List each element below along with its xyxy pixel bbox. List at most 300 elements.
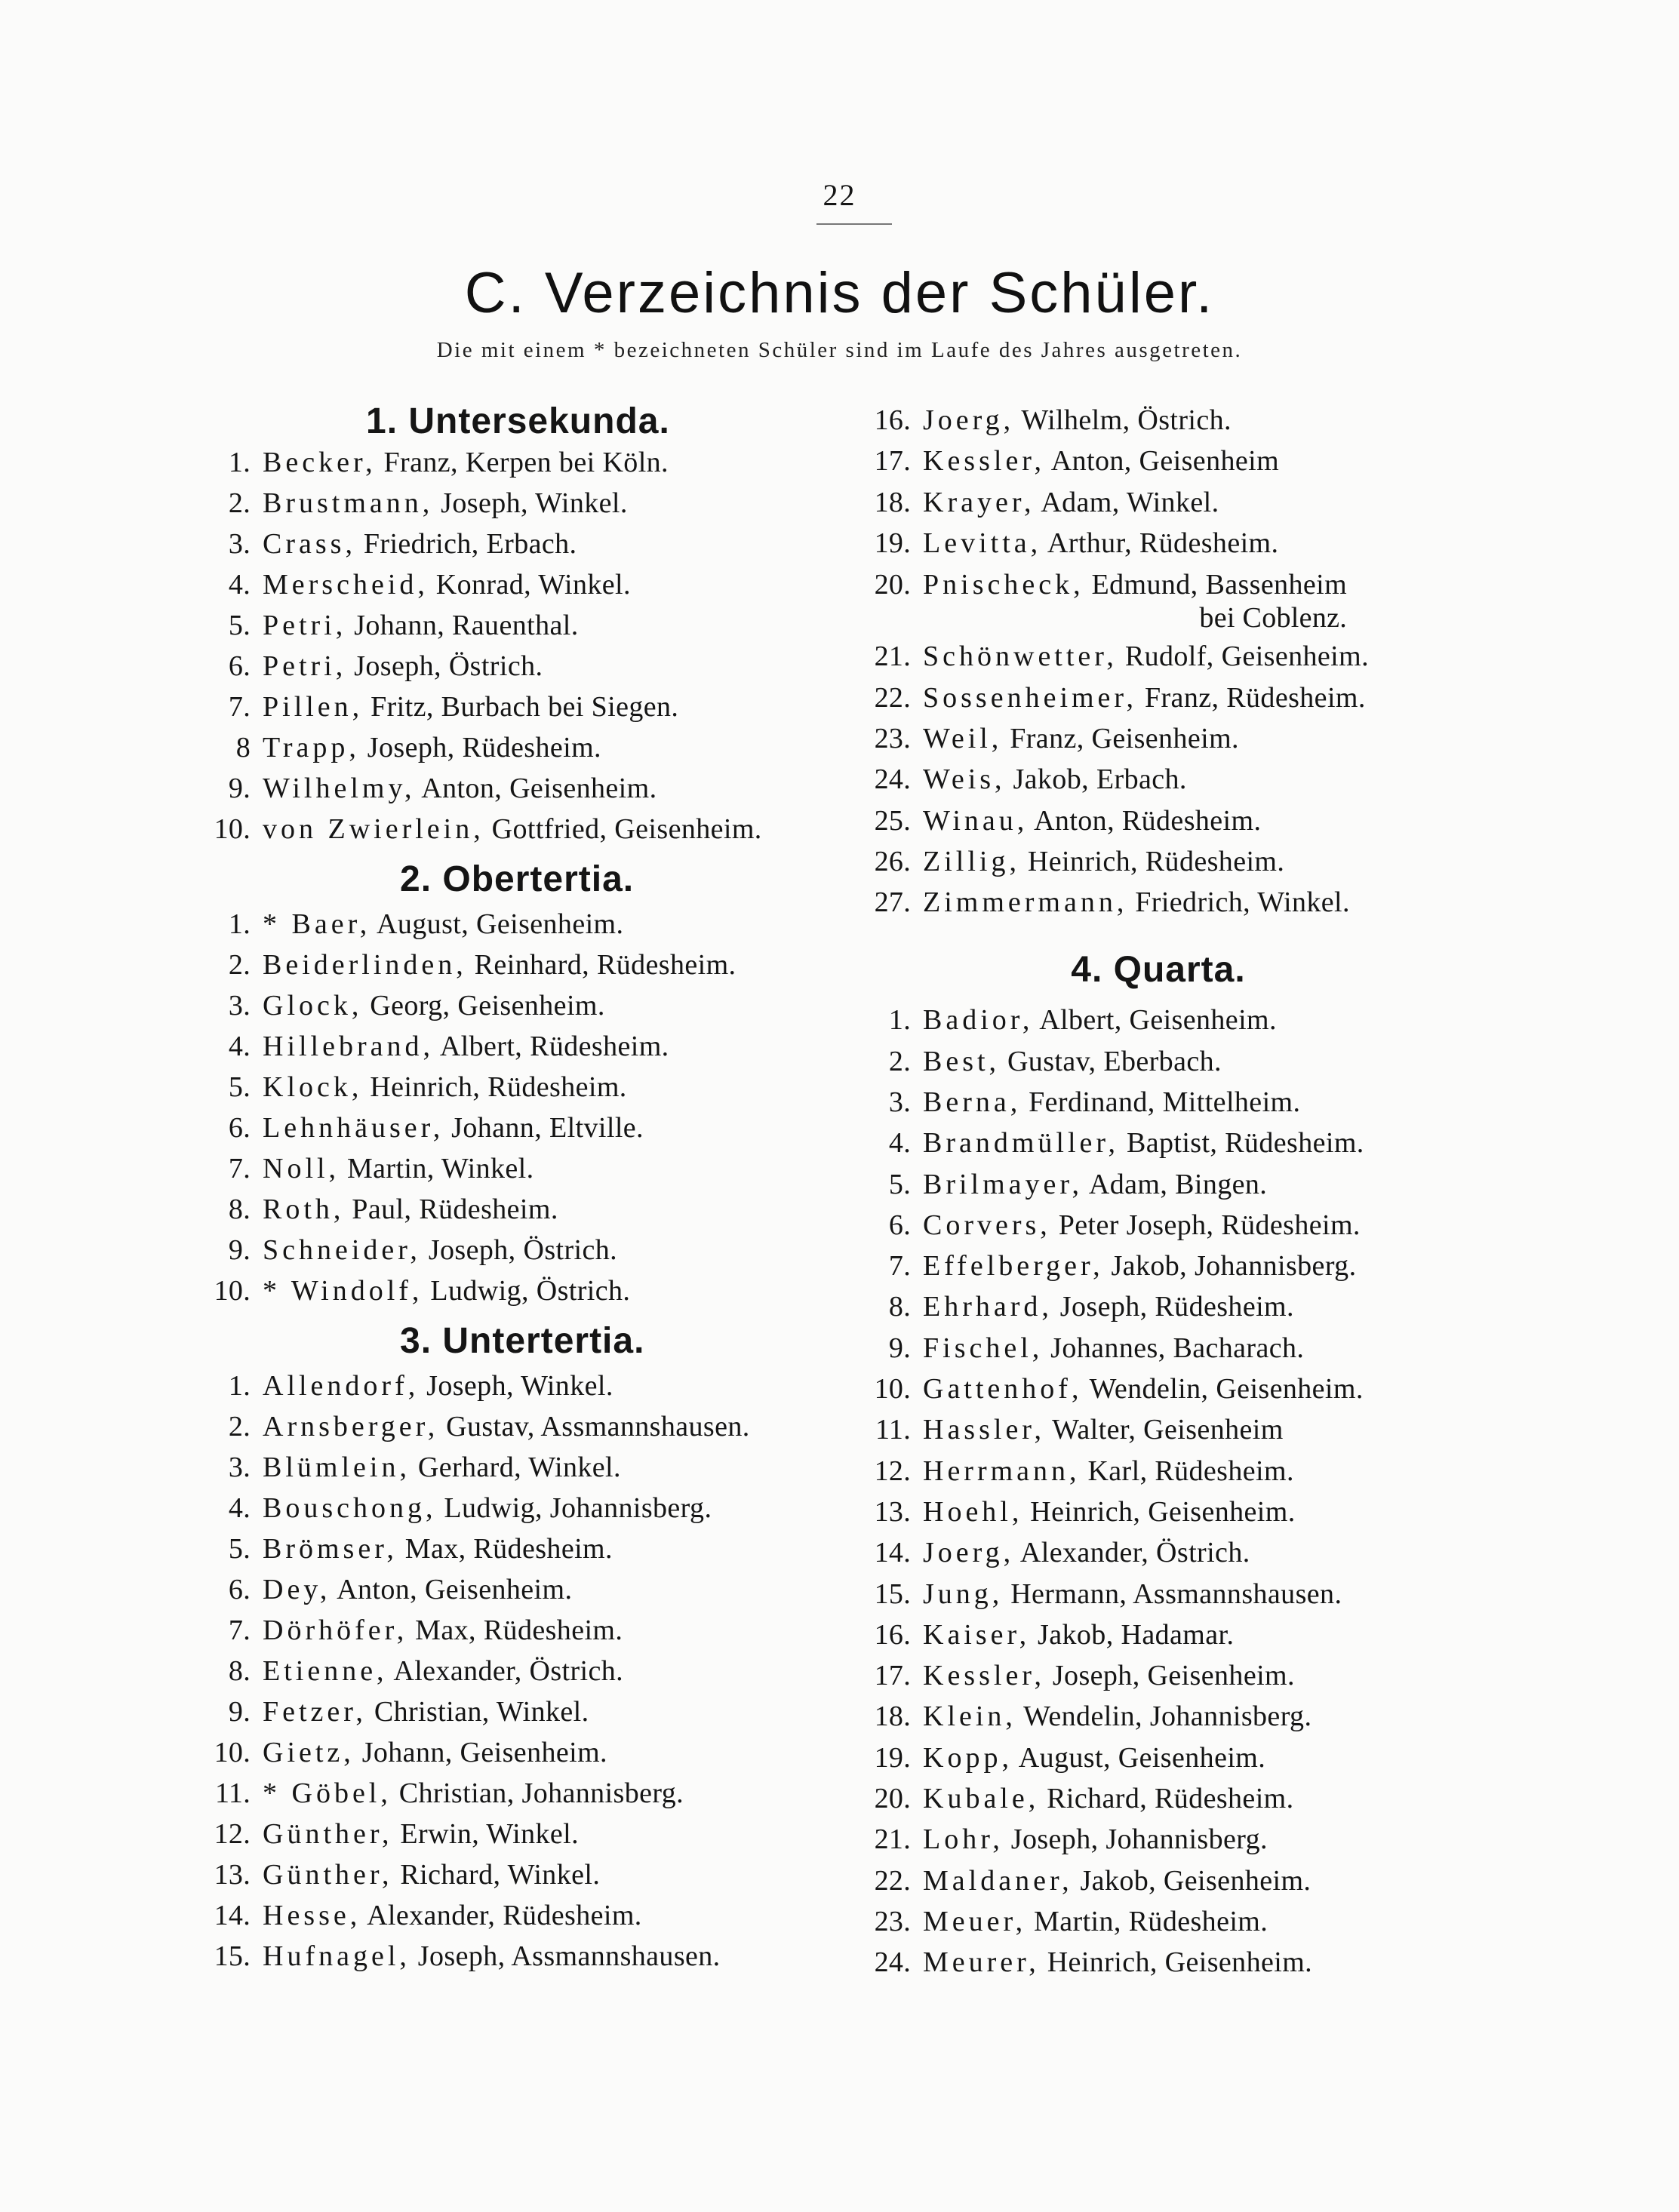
entry-text — [263, 609, 579, 642]
student-entry — [204, 809, 845, 849]
student-surname: Hoehl, — [923, 1495, 1023, 1528]
student-surname: Best, — [923, 1045, 1001, 1077]
student-surname: Brömser, — [263, 1533, 398, 1565]
student-surname: Petri, — [263, 650, 347, 682]
student-entry — [849, 482, 1566, 523]
student-details: Johannes, Bacharach. — [1043, 1332, 1305, 1364]
entry-number: 1. — [888, 1004, 911, 1037]
student-surname: Brustmann, — [263, 487, 434, 519]
entry-text — [263, 772, 657, 805]
student-details: Friedrich, Erbach. — [355, 528, 577, 560]
student-details: Franz, Rüdesheim. — [1137, 681, 1366, 714]
student-entry — [204, 768, 845, 809]
student-details: Fritz, Burbach bei Siegen. — [363, 691, 679, 723]
student-details: August, Geisenheim. — [1012, 1741, 1266, 1774]
entry-text — [923, 1372, 1364, 1406]
student-surname: Gattenhof, — [923, 1373, 1083, 1406]
student-entry — [849, 1286, 1566, 1327]
student-details: Wendelin, Johannisberg. — [1016, 1700, 1312, 1733]
entry-line — [263, 1452, 621, 1483]
entry-text — [263, 1858, 600, 1891]
entry-number: 4. — [888, 1127, 911, 1160]
entry-number: 1. — [228, 908, 251, 940]
student-surname: Kessler, — [923, 1660, 1045, 1692]
student-surname: Glock, — [263, 990, 363, 1022]
section-title-obertertia: 2. Obertertia. — [400, 859, 635, 899]
entry-text — [923, 1659, 1295, 1692]
student-details: Ferdinand, Mittelheim. — [1021, 1086, 1301, 1118]
student-entry — [204, 904, 845, 945]
entry-number: 3. — [228, 528, 251, 560]
entry-line — [263, 1655, 623, 1687]
entry-text — [923, 1700, 1312, 1733]
entry-line — [263, 1411, 750, 1442]
student-entry — [849, 1655, 1566, 1696]
student-surname: Schneider, — [263, 1234, 421, 1266]
student-entry — [849, 841, 1566, 882]
entry-line — [263, 1153, 534, 1184]
student-details: Johann, Eltville. — [444, 1112, 644, 1144]
student-details: Alexander, Rüdesheim. — [361, 1900, 642, 1931]
student-surname: Kaiser, — [923, 1618, 1031, 1651]
entry-line — [923, 1823, 1268, 1855]
entry-number: 2. — [228, 949, 251, 981]
entry-text — [923, 1413, 1284, 1446]
student-surname: Weis, — [923, 763, 1006, 796]
student-details: Friedrich, Winkel. — [1127, 886, 1350, 919]
student-entry — [849, 400, 1566, 441]
student-entry — [204, 1569, 845, 1610]
student-details: Max, Rüdesheim. — [397, 1533, 613, 1565]
student-entry — [204, 1026, 845, 1067]
student-entry — [849, 1737, 1566, 1778]
student-details: Joseph, Geisenheim. — [1044, 1660, 1295, 1692]
student-details: Joseph, Rüdesheim. — [359, 732, 601, 763]
entry-line — [263, 1777, 684, 1809]
student-list-untertertia-part2 — [849, 400, 1566, 923]
entry-number: 14. — [874, 1537, 911, 1569]
entry-text — [923, 1249, 1356, 1283]
student-details: Franz, Geisenheim. — [1002, 722, 1239, 754]
entry-number: 16. — [874, 404, 911, 437]
student-details: Jakob, Johannisberg. — [1103, 1250, 1357, 1283]
entry-line — [923, 1619, 1234, 1651]
student-entry — [204, 1854, 845, 1895]
student-surname: Krayer, — [923, 486, 1035, 518]
student-details: Christian, Johannisberg. — [391, 1777, 684, 1809]
student-details: Alexander, Östrich. — [1014, 1537, 1250, 1569]
student-details: Adam, Winkel. — [1035, 486, 1219, 518]
entry-number: 5. — [888, 1168, 911, 1200]
student-details: Rudolf, Geisenheim. — [1117, 641, 1369, 673]
student-entry — [849, 1614, 1566, 1655]
entry-text — [263, 527, 577, 561]
entry-number: 12. — [874, 1455, 911, 1487]
entry-text — [923, 640, 1369, 673]
student-details: Gustav, Assmannshausen. — [438, 1411, 750, 1442]
entry-line — [923, 1946, 1312, 1978]
entry-number: 13. — [874, 1495, 911, 1528]
entry-line — [923, 1783, 1294, 1814]
student-details: Hermann, Assmannshausen. — [1003, 1578, 1342, 1610]
student-surname: Sossenheimer, — [923, 681, 1138, 714]
entry-text — [263, 1152, 534, 1185]
section-title-untertertia: 3. Untertertia. — [400, 1320, 645, 1361]
entry-number: 1. — [228, 1370, 251, 1402]
student-entry — [204, 1447, 845, 1488]
entry-line — [923, 1578, 1342, 1610]
student-entry — [849, 1082, 1566, 1123]
student-entry — [849, 1409, 1566, 1450]
entry-number: 14. — [214, 1900, 251, 1931]
entry-line — [263, 990, 605, 1022]
entry-line — [263, 1574, 572, 1605]
entry-line — [263, 1275, 630, 1307]
entry-text — [263, 1451, 621, 1484]
entry-text — [263, 1233, 617, 1267]
student-surname: Hesse, — [263, 1900, 361, 1931]
student-surname: Effelberger, — [923, 1250, 1104, 1283]
entry-line — [263, 732, 601, 763]
entry-line — [923, 886, 1350, 918]
student-entry — [204, 442, 845, 483]
student-details: Jakob, Geisenheim. — [1072, 1864, 1312, 1897]
student-details: Anton, Rüdesheim. — [1028, 804, 1262, 837]
student-entry — [849, 1000, 1566, 1040]
student-surname: Hillebrand, — [263, 1031, 435, 1062]
student-surname: Crass, — [263, 528, 356, 560]
student-surname: Zillig, — [923, 845, 1020, 877]
entry-text — [263, 731, 601, 764]
student-surname: Dey, — [263, 1574, 331, 1605]
entry-number: 10. — [874, 1373, 911, 1406]
student-details: Jakob, Erbach. — [1005, 763, 1187, 796]
entry-number: 6. — [888, 1209, 911, 1241]
entry-text — [263, 650, 543, 683]
entry-text — [923, 444, 1279, 478]
student-entry — [849, 1328, 1566, 1369]
student-surname: Noll, — [263, 1153, 340, 1184]
entry-number: 10. — [214, 1737, 251, 1768]
entry-number: 18. — [874, 486, 911, 518]
entry-text — [263, 1071, 627, 1104]
entry-line — [923, 1414, 1284, 1445]
student-details: Karl, Rüdesheim. — [1080, 1455, 1294, 1487]
entry-line — [923, 1865, 1311, 1897]
student-entry — [204, 1270, 845, 1311]
student-list-untersekunda — [204, 442, 845, 849]
student-surname: Klock, — [263, 1071, 363, 1103]
student-entry — [204, 1651, 845, 1691]
section-title-quarta: 4. Quarta. — [1071, 949, 1246, 990]
student-entry — [849, 759, 1566, 800]
student-surname: Blümlein, — [263, 1452, 411, 1483]
student-details: Heinrich, Rüdesheim. — [362, 1071, 627, 1103]
entry-number: 8 — [235, 732, 251, 763]
student-entry — [849, 1123, 1566, 1163]
entry-text — [923, 1864, 1311, 1897]
student-entry — [849, 1778, 1566, 1819]
entry-line — [263, 1696, 589, 1728]
entry-line — [263, 610, 579, 641]
student-surname: Petri, — [263, 610, 347, 641]
entry-line — [923, 723, 1239, 754]
entry-text — [923, 1578, 1342, 1611]
entry-number: 2. — [888, 1045, 911, 1077]
student-details: Joseph, Östrich. — [420, 1234, 618, 1266]
entry-number: 17. — [874, 1660, 911, 1692]
entry-line — [263, 1194, 558, 1225]
student-details: Peter Joseph, Rüdesheim. — [1050, 1209, 1361, 1241]
entry-line — [923, 641, 1369, 672]
student-surname: Etienne, — [263, 1655, 388, 1687]
student-details: Baptist, Rüdesheim. — [1119, 1127, 1364, 1160]
student-details: Heinrich, Geisenheim. — [1022, 1495, 1296, 1528]
entry-number: 17. — [874, 445, 911, 478]
entry-text — [263, 1111, 644, 1144]
entry-number: 20. — [874, 569, 911, 601]
entry-text — [263, 1410, 750, 1443]
student-entry — [204, 985, 845, 1026]
entry-line — [263, 528, 577, 560]
section-title-untersekunda: 1. Untersekunda. — [366, 401, 670, 441]
student-surname: Zimmermann, — [923, 886, 1128, 919]
entry-text — [263, 1532, 613, 1565]
entry-line — [263, 1492, 712, 1524]
student-surname: Pnischeck, — [923, 569, 1084, 601]
student-surname: Weil, — [923, 722, 1003, 754]
entry-line — [263, 1031, 669, 1062]
page-number-rule — [816, 223, 892, 225]
student-entry — [849, 1451, 1566, 1492]
entry-text — [923, 1045, 1222, 1078]
student-surname: Ehrhard, — [923, 1291, 1053, 1323]
student-entry — [849, 1532, 1566, 1573]
entry-number: 6. — [228, 1574, 251, 1605]
student-entry — [849, 1369, 1566, 1409]
entry-text — [923, 1536, 1250, 1569]
student-entry — [849, 1205, 1566, 1246]
student-details: Paul, Rüdesheim. — [344, 1194, 558, 1225]
student-list-quarta — [849, 1000, 1566, 1983]
student-entry — [849, 564, 1566, 636]
student-entry — [204, 1528, 845, 1569]
entry-text — [923, 1495, 1296, 1528]
entry-line — [923, 1742, 1265, 1774]
student-details: Gustav, Eberbach. — [1000, 1045, 1222, 1077]
entry-text — [923, 804, 1261, 837]
student-entry — [849, 1492, 1566, 1532]
student-surname: Allendorf, — [263, 1370, 420, 1402]
entry-line — [923, 846, 1284, 877]
student-details: Alexander, Östrich. — [387, 1655, 624, 1687]
student-surname: Becker, — [263, 447, 377, 478]
entry-number: 15. — [874, 1578, 911, 1610]
student-details: Albert, Geisenheim. — [1033, 1004, 1277, 1037]
entry-text — [923, 1618, 1234, 1651]
student-entry — [849, 441, 1566, 481]
entry-number: 10. — [214, 813, 251, 845]
entry-line — [923, 1004, 1277, 1036]
entry-number: 3. — [888, 1086, 911, 1118]
student-details: Heinrich, Geisenheim. — [1039, 1946, 1313, 1979]
student-entry — [849, 1696, 1566, 1737]
entry-line — [263, 949, 736, 981]
entry-text — [263, 1492, 712, 1525]
entry-number: 20. — [874, 1783, 911, 1815]
student-entry — [204, 727, 845, 768]
entry-text — [263, 487, 628, 520]
entry-number: 4. — [228, 1492, 251, 1524]
student-surname: Kopp, — [923, 1741, 1013, 1774]
student-details: Martin, Rüdesheim. — [1026, 1905, 1268, 1937]
student-surname: Fetzer, — [263, 1696, 367, 1728]
student-details: Anton, Geisenheim. — [331, 1574, 573, 1605]
student-details: Ludwig, Östrich. — [423, 1275, 631, 1307]
entry-text — [263, 813, 762, 846]
student-details: Gerhard, Winkel. — [410, 1452, 621, 1483]
entry-number: 8. — [228, 1194, 251, 1225]
entry-line — [263, 1614, 623, 1646]
entry-text — [923, 1209, 1361, 1242]
student-entry — [849, 677, 1566, 717]
student-entry — [849, 636, 1566, 677]
entry-line — [923, 404, 1232, 436]
student-entry — [849, 1901, 1566, 1942]
entry-line — [263, 487, 628, 519]
student-surname: Brilmayer, — [923, 1168, 1084, 1200]
student-entry — [204, 1732, 845, 1773]
entry-number: 9. — [228, 1696, 251, 1728]
student-surname: Bouschong, — [263, 1492, 437, 1524]
student-surname: Meurer, — [923, 1946, 1040, 1979]
student-surname: Lehnhäuser, — [263, 1112, 444, 1144]
entry-number: 8. — [228, 1655, 251, 1687]
entry-line — [923, 1046, 1222, 1077]
student-surname: Roth, — [263, 1194, 345, 1225]
entry-line — [923, 445, 1279, 477]
entry-text — [923, 886, 1350, 919]
entry-text — [263, 989, 605, 1022]
entry-number: 9. — [888, 1332, 911, 1364]
student-surname: Günther, — [263, 1818, 393, 1850]
student-entry — [204, 1366, 845, 1406]
student-details: Christian, Winkel. — [366, 1696, 589, 1728]
right-column — [849, 400, 1566, 1983]
student-details: August, Geisenheim. — [371, 908, 624, 940]
entry-number: 7. — [228, 691, 251, 723]
student-entry — [204, 605, 845, 646]
student-entry — [204, 1936, 845, 1977]
entry-line — [923, 527, 1278, 559]
entry-number: 1. — [228, 447, 251, 478]
entry-line — [923, 1537, 1250, 1568]
student-surname: Merscheid, — [263, 569, 429, 601]
entry-number: 26. — [874, 845, 911, 877]
student-entry — [204, 1230, 845, 1270]
entry-number: 10. — [214, 1275, 251, 1307]
entry-text — [923, 1905, 1268, 1938]
student-details: Georg, Geisenheim. — [362, 990, 605, 1022]
student-surname: Gietz, — [263, 1737, 355, 1768]
entry-line — [263, 1900, 642, 1931]
student-entry — [849, 523, 1566, 564]
student-surname: Levitta, — [923, 527, 1042, 560]
student-list-untertertia-part1 — [204, 1366, 845, 1977]
entry-number: 3. — [228, 1452, 251, 1483]
entry-text — [263, 1274, 630, 1307]
entry-text — [263, 1654, 623, 1688]
entry-text — [923, 527, 1278, 560]
entry-text — [923, 486, 1219, 519]
entry-text — [263, 908, 623, 941]
student-surname: Joerg, — [923, 404, 1015, 437]
entry-number: 13. — [214, 1859, 251, 1891]
entry-text — [923, 1168, 1267, 1201]
student-surname: * Baer, — [263, 908, 371, 940]
student-details: Edmund, Bassenheim — [1084, 569, 1348, 601]
entry-text — [263, 446, 669, 479]
page-subtitle: Die mit einem * bezeichneten Schüler sind im Laufe des Jahres ausgetreten. — [436, 338, 1243, 362]
entry-text — [263, 1940, 721, 1973]
student-entry — [204, 1895, 845, 1936]
entry-line — [263, 1818, 579, 1850]
student-entry — [204, 1814, 845, 1854]
entry-text — [923, 1946, 1312, 1979]
entry-number: 19. — [874, 527, 911, 560]
student-entry — [204, 646, 845, 687]
entry-number: 2. — [228, 1411, 251, 1442]
entry-line — [263, 1859, 600, 1891]
entry-number: 19. — [874, 1741, 911, 1774]
student-details: Reinhard, Rüdesheim. — [466, 949, 736, 981]
entry-text — [923, 1782, 1294, 1815]
student-details: Martin, Winkel. — [340, 1153, 534, 1184]
student-details: Erwin, Winkel. — [392, 1818, 580, 1850]
entry-line — [923, 1496, 1296, 1528]
entry-line — [923, 1169, 1267, 1200]
entry-text — [923, 1290, 1294, 1323]
student-entry — [204, 1067, 845, 1108]
student-entry — [204, 1488, 845, 1528]
student-surname: Fischel, — [923, 1332, 1044, 1364]
student-surname: Lohr, — [923, 1823, 1004, 1856]
entry-number: 8. — [888, 1291, 911, 1323]
student-surname: Hassler, — [923, 1414, 1045, 1446]
entry-text — [263, 1030, 669, 1063]
student-entry — [849, 882, 1566, 923]
student-surname: Kessler, — [923, 445, 1045, 478]
student-surname: Schönwetter, — [923, 641, 1118, 673]
student-details: Ludwig, Johannisberg. — [436, 1492, 712, 1524]
student-entry — [204, 524, 845, 564]
student-entry — [204, 1691, 845, 1732]
student-details: Joseph, Winkel. — [433, 487, 628, 519]
student-details: Max, Rüdesheim. — [407, 1614, 623, 1646]
student-details: Albert, Rüdesheim. — [434, 1031, 669, 1062]
entry-number: 16. — [874, 1618, 911, 1651]
entry-text — [263, 1736, 607, 1769]
student-details: Konrad, Winkel. — [428, 569, 631, 601]
student-details: Wilhelm, Östrich. — [1014, 404, 1232, 437]
entry-number: 18. — [874, 1700, 911, 1733]
student-surname: Arnsberger, — [263, 1411, 439, 1442]
student-surname: Meuer, — [923, 1905, 1027, 1937]
entry-line — [923, 1209, 1361, 1241]
entry-number: 4. — [228, 1031, 251, 1062]
entry-text — [263, 1777, 684, 1810]
entry-line — [923, 1906, 1268, 1937]
